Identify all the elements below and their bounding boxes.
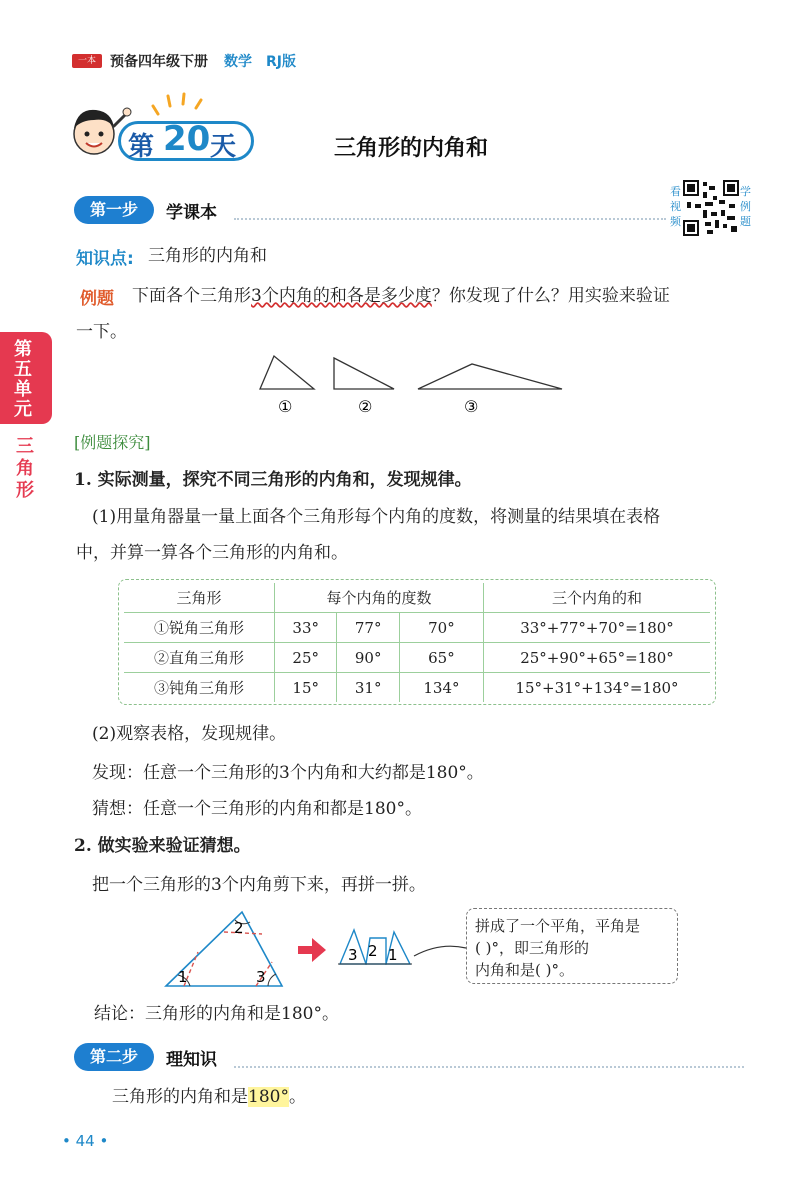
table-cell: 65° bbox=[399, 643, 483, 673]
table-cell: 15° bbox=[275, 673, 337, 703]
angle-label: 2 bbox=[234, 919, 244, 937]
table-cell: 33° bbox=[275, 613, 337, 643]
section1-part-a-cont: 中，并算一算各个三角形的内角和。 bbox=[76, 543, 348, 563]
angle-label: 1 bbox=[178, 968, 188, 986]
table-header: 每个内角的度数 bbox=[275, 583, 484, 613]
book-grade: 预备四年级下册 bbox=[110, 54, 208, 70]
day-suffix: 天 bbox=[210, 132, 237, 162]
callout-line[interactable]: 内角和是( )°。 bbox=[475, 961, 574, 979]
day-prefix: 第 bbox=[128, 132, 155, 162]
table-header: 三个内角的和 bbox=[484, 583, 711, 613]
table-cell: 33°+77°+70°=180° bbox=[484, 613, 711, 643]
table-cell: 77° bbox=[337, 613, 399, 643]
divider bbox=[234, 1066, 744, 1068]
angle-label: 2 bbox=[368, 942, 378, 960]
table-cell: 25° bbox=[275, 643, 337, 673]
fill-in-callout bbox=[466, 908, 678, 984]
table-cell: 31° bbox=[337, 673, 399, 703]
example-label: 例题 bbox=[80, 289, 114, 309]
table-cell: 25°+90°+65°=180° bbox=[484, 643, 711, 673]
table-cell: 15°+31°+134°=180° bbox=[484, 673, 711, 703]
summary-text: 三角形的内角和是180°。 bbox=[112, 1087, 306, 1107]
divider bbox=[234, 218, 666, 220]
guess-text: 猜想：任意一个三角形的内角和都是180°。 bbox=[92, 799, 422, 819]
table-cell: 134° bbox=[399, 673, 483, 703]
triangle-3 bbox=[418, 364, 562, 389]
table-cell: 70° bbox=[399, 613, 483, 643]
step2-name: 理知识 bbox=[166, 1050, 217, 1070]
table-cell: 90° bbox=[337, 643, 399, 673]
table-row bbox=[124, 613, 710, 643]
book-edition: RJ版 bbox=[266, 54, 296, 70]
section1-title: 1. 实际测量，探究不同三角形的内角和，发现规律。 bbox=[74, 470, 472, 490]
triangle-1 bbox=[260, 356, 314, 389]
table-header-row bbox=[124, 583, 710, 613]
day-number: 20 bbox=[163, 119, 211, 159]
summary-highlight: 180° bbox=[248, 1087, 289, 1107]
unit-topic: 三角形 bbox=[16, 436, 34, 501]
example-text: 下面各个三角形3个内角的和各是多少度？你发现了什么？用实验来验证 bbox=[132, 286, 670, 306]
lesson-title: 三角形的内角和 bbox=[334, 136, 489, 161]
triangle-label: ① bbox=[278, 397, 293, 416]
callout-line[interactable]: ( )°，即三角形的 bbox=[475, 939, 589, 957]
experiment-diagram bbox=[160, 900, 470, 992]
explore-label: [例题探究] bbox=[74, 433, 151, 452]
finding-text: 发现：任意一个三角形的3个内角和大约都是180°。 bbox=[92, 763, 484, 783]
callout-pointer bbox=[414, 946, 466, 956]
qr-code[interactable] bbox=[683, 180, 739, 236]
knowledge-label: 知识点: bbox=[76, 249, 134, 269]
table-cell: ②直角三角形 bbox=[124, 643, 275, 673]
triangle-label: ③ bbox=[464, 397, 479, 416]
unit-label: 第五单元 bbox=[14, 339, 32, 420]
angle-label: 3 bbox=[348, 946, 358, 964]
conclusion-text: 结论：三角形的内角和是180°。 bbox=[94, 1004, 339, 1024]
angle-label: 1 bbox=[388, 946, 398, 964]
table-header: 三角形 bbox=[124, 583, 275, 613]
book-subject: 数学 bbox=[224, 54, 252, 70]
triangle-label: ② bbox=[358, 397, 373, 416]
callout-line: 拼成了一个平角，平角是 bbox=[475, 917, 641, 935]
step2-pill: 第二步 bbox=[74, 1043, 154, 1071]
section1-part-b: (2)观察表格，发现规律。 bbox=[92, 724, 287, 744]
step1-pill: 第一步 bbox=[74, 196, 154, 224]
brand-logo: 一本 bbox=[72, 54, 102, 68]
sun-rays-decoration bbox=[150, 92, 210, 122]
table-row bbox=[124, 643, 710, 673]
example-triangles bbox=[250, 350, 570, 420]
step1-name: 学课本 bbox=[166, 203, 217, 223]
section1-part-a: (1)用量角器量一量上面各个三角形每个内角的度数，将测量的结果填在表格 bbox=[92, 507, 661, 527]
angle-label: 3 bbox=[256, 968, 266, 986]
example-text-cont: 一下。 bbox=[76, 322, 127, 342]
qr-label-right: 学例题 bbox=[740, 185, 751, 228]
section2-instruction: 把一个三角形的3个内角剪下来，再拼一拼。 bbox=[92, 875, 426, 895]
table-row bbox=[124, 673, 710, 703]
arrow-icon bbox=[298, 938, 326, 962]
knowledge-text: 三角形的内角和 bbox=[148, 246, 267, 266]
qr-label-left: 看视频 bbox=[670, 185, 681, 228]
triangle-2 bbox=[334, 358, 394, 389]
section2-title: 2. 做实验来验证猜想。 bbox=[74, 836, 251, 856]
angles-table bbox=[124, 583, 710, 702]
table-cell: ①锐角三角形 bbox=[124, 613, 275, 643]
page-number: • 44 • bbox=[62, 1132, 109, 1150]
table-cell: ③钝角三角形 bbox=[124, 673, 275, 703]
